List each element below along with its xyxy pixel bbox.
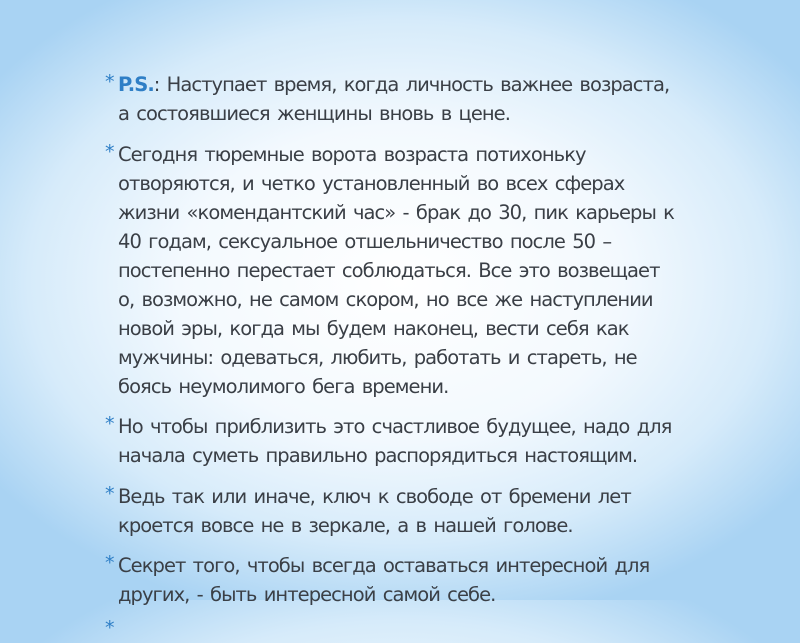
asterisk-bullet-icon: * <box>105 140 115 163</box>
bullet-text: : Наступает время, когда личность важнее возраста, а состоявшиеся женщины вновь в цене. <box>118 73 670 125</box>
bullet-item-age-gates <box>105 140 678 401</box>
bullet-item-key <box>105 482 678 540</box>
bullet-text: Но чтобы приблизить это счастливое будущее, надо для начала суметь правильно распорядиться настоящим. <box>118 415 672 467</box>
bullet-item-ps <box>105 70 678 128</box>
bullet-list <box>105 70 678 639</box>
bullet-item-secret <box>105 551 678 609</box>
asterisk-bullet-icon: * <box>105 482 115 505</box>
ps-label: P.S. <box>118 73 154 96</box>
bullet-text: Ведь так или иначе, ключ к свободе от бремени лет кроется вовсе не в зеркале, а в нашей голове. <box>118 484 631 537</box>
bullet-text: Сегодня тюремные ворота возраста потихоньку отворяются, и четко установленный во всех сферах жизни «комендантский час» - брак до 30, пик карьеры к 40 годам, сексуальное отшельничество после 50 – постепенно перестает соблюдаться. Все это возвещает о, возможно, не самом скором, но все же наступлении новой эры, когда мы будем наконец, вести себя как мужчины: одеваться, любить, работать и стареть, не боясь неумолимого бега времени. <box>118 142 675 398</box>
asterisk-bullet-icon: * <box>105 71 115 93</box>
bullet-item-future <box>105 412 678 470</box>
asterisk-bullet-icon: * <box>105 552 115 574</box>
bullet-text: Секрет того, чтобы всегда оставаться интересной для других, - быть интересной самой себе. <box>118 554 650 606</box>
asterisk-bullet-icon: * <box>105 616 115 639</box>
asterisk-bullet-icon: * <box>105 413 115 435</box>
